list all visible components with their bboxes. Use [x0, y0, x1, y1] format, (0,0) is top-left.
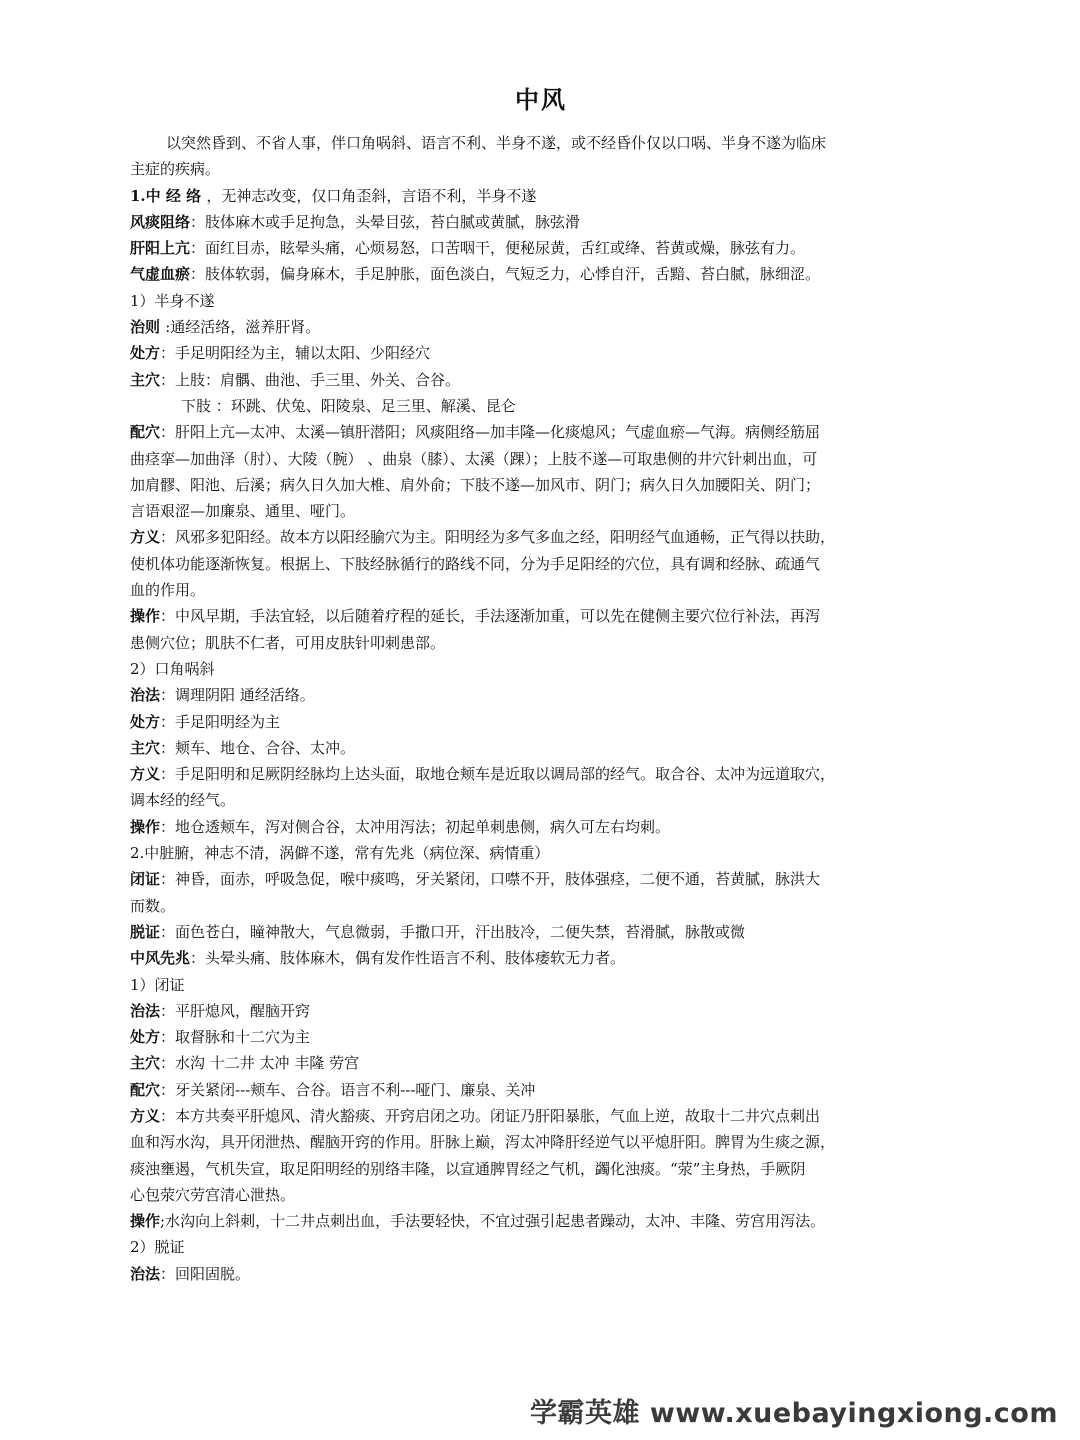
text-line	[130, 235, 952, 261]
text-line	[130, 656, 952, 682]
line-text: ：肝阳上亢—太冲、太溪—镇肝潜阳；风痰阻络—加丰隆—化痰熄风；气虚血瘀—气海。病侧经筋屈	[160, 423, 821, 442]
line-text: ：调理阴阳 通经活络。	[160, 686, 315, 705]
text-line	[130, 1208, 952, 1234]
text-line	[130, 130, 952, 156]
text-line	[130, 603, 952, 629]
document-body	[130, 130, 952, 1287]
text-line	[130, 209, 952, 235]
line-heading: 操作	[130, 1212, 161, 1231]
text-line	[130, 1103, 952, 1129]
text-line	[130, 393, 952, 419]
text-line	[130, 1024, 952, 1050]
line-text: ：风邪多犯阳经。故本方以阳经腧穴为主。阳明经为多气多血之经，阳明经气血通畅，正气得以扶助，	[160, 528, 836, 547]
line-text: 以突然昏到、不省人事，伴口角㖞斜、语言不利、半身不遂，或不经昏仆仅以口㖞、半身不遂为临床	[166, 134, 827, 152]
line-text: 加肩髎、阳池、后溪；病久日久加大椎、肩外俞；下肢不遂—加风市、阴门；病久日久加腰阳关、阴门；	[130, 475, 821, 494]
line-heading: 配穴	[130, 423, 161, 442]
line-text: ：肢体麻木或手足拘急，头晕目弦，苔白腻或黄腻，脉弦滑	[190, 212, 581, 231]
line-heading: 配穴	[130, 1080, 161, 1099]
line-text: 心包荥穴劳宫清心泄热。	[130, 1185, 296, 1204]
line-heading: 主穴	[130, 1054, 161, 1073]
text-line	[130, 472, 952, 498]
line-text: 下肢 ：环跳、伏兔、阳陵泉、足三里、解溪、昆仑	[181, 396, 516, 415]
text-line	[130, 340, 952, 366]
line-text: 调本经的经气。	[130, 791, 236, 810]
line-text: 言语艰涩—加廉泉、通里、哑门。	[130, 502, 356, 521]
text-line	[130, 314, 952, 340]
text-line	[130, 446, 952, 472]
line-text: 1）半身不遂	[130, 291, 215, 310]
line-heading: 处方	[130, 712, 161, 731]
text-line	[130, 998, 952, 1024]
line-text: ：回阳固脱。	[160, 1264, 251, 1283]
line-heading: 治则	[130, 318, 166, 337]
text-line	[130, 1156, 952, 1182]
line-text: ：牙关紧闭---颊车、合谷。语言不利---哑门、廉泉、关冲	[160, 1080, 536, 1099]
line-text: ：手足阳明经为主	[160, 712, 281, 731]
line-text: 血的作用。	[130, 581, 206, 600]
text-line	[130, 709, 952, 735]
line-heading: 方义	[130, 765, 161, 784]
line-text: ：取督脉和十二穴为主	[160, 1028, 311, 1047]
line-text: ：手足阳明和足厥阴经脉均上达头面，取地仓颊车是近取以调局部的经气。取合谷、太冲为远道取穴，	[160, 765, 836, 784]
watermark-footer: 学霸英雄 www.xuebayingxiong.com	[529, 1398, 1058, 1429]
line-text: 主症的疾病。	[130, 160, 221, 179]
page-title: 中风	[515, 85, 567, 114]
text-line	[130, 1050, 952, 1076]
line-heading: 治法	[130, 686, 161, 705]
line-heading: 治法	[130, 1264, 161, 1283]
line-heading: 中风先兆	[130, 949, 191, 968]
text-line	[130, 1234, 952, 1260]
text-line	[130, 261, 952, 287]
text-line	[130, 893, 952, 919]
line-heading: 脱证	[130, 922, 161, 941]
line-text: ，无神志改变，仅口角歪斜，言语不利，半身不遂	[206, 186, 537, 205]
text-line	[130, 787, 952, 813]
line-text: 曲痉挛—加曲泽（肘）、大陵（腕） 、曲泉（膝）、太溪（踝）；上肢不遂—可取患侧的井穴针刺出血，可	[130, 449, 818, 468]
line-heading: 闭证	[130, 870, 161, 889]
text-line	[130, 735, 952, 761]
text-line	[130, 682, 952, 708]
line-heading: 主穴	[130, 370, 161, 389]
line-heading: 肝阳上亢	[130, 239, 191, 258]
text-line	[130, 498, 952, 524]
line-text: ：地仓透颊车，泻对侧合谷，太冲用泻法；初起单刺患侧，病久可左右均刺。	[160, 817, 671, 836]
line-text: ：面红目赤，眩晕头痛，心烦易怒，口苦咽干，便秘尿黄，舌红或绛、苔黄或燥，脉弦有力。	[190, 239, 806, 258]
line-text: ：上肢：肩髃、曲池、手三里、外关、合谷。	[160, 370, 461, 389]
text-line	[130, 183, 952, 209]
line-text: 痰浊壅遏，气机失宣，取足阳明经的别络丰隆，以宣通脾胃经之气机，蠲化浊痰。“荥”主身热，手厥阴	[130, 1159, 806, 1178]
text-line	[130, 288, 952, 314]
line-heading: 风痰阻络	[130, 212, 191, 231]
line-heading: 操作	[130, 607, 161, 626]
text-line	[130, 524, 952, 550]
text-line	[130, 1261, 952, 1287]
line-text: 血和泻水沟，具开闭泄热、醒脑开窍的作用。肝脉上巅，泻太冲降肝经逆气以平熄肝阳。脾胃为生痰之源，	[130, 1133, 836, 1152]
text-line	[130, 577, 952, 603]
line-text: 而数。	[130, 896, 176, 915]
line-heading: 治法	[130, 1001, 161, 1020]
line-heading: 操作	[130, 817, 161, 836]
line-heading: 主穴	[130, 738, 161, 757]
line-text: 患侧穴位；肌肤不仁者，可用皮肤针叩刺患部。	[130, 633, 446, 652]
text-line	[130, 367, 952, 393]
line-text: ：头晕头痛、肢体麻木，偶有发作性语言不利、肢体痿软无力者。	[190, 949, 626, 968]
line-text: 使机体功能逐渐恢复。根据上、下肢经脉循行的路线不同，分为手足阳经的穴位，具有调和经脉、疏通气	[130, 554, 821, 573]
text-line	[130, 919, 952, 945]
line-text: ：手足明阳经为主，辅以太阳、少阳经穴	[160, 344, 431, 363]
line-heading: 1.中 经 络	[130, 186, 207, 205]
line-text: ：面色苍白，瞳神散大，气息微弱，手撒口开，汗出肢冷，二便失禁，苔滑腻，脉散或微	[160, 922, 746, 941]
text-line	[130, 972, 952, 998]
text-line	[130, 840, 952, 866]
line-heading: 方义	[130, 1106, 161, 1125]
text-line	[130, 630, 952, 656]
line-text: ;水沟向上斜刺，十二井点刺出血，手法要轻快，不宜过强引起患者躁动，太冲、丰隆、劳宫用泻法。	[160, 1212, 826, 1231]
text-line	[130, 814, 952, 840]
text-line	[130, 761, 952, 787]
line-text: 2.中脏腑，神志不清，涡僻不遂，常有先兆（病位深、病情重）	[130, 844, 550, 863]
line-text: 2）口角㖞斜	[130, 659, 215, 678]
text-line	[130, 419, 952, 445]
line-text: :通经活络，滋养肝肾。	[165, 318, 321, 337]
line-text: ：水沟 十二井 太冲 丰隆 劳宫	[160, 1054, 360, 1073]
line-heading: 处方	[130, 1028, 161, 1047]
text-line	[130, 1129, 952, 1155]
line-text: 2）脱证	[130, 1238, 185, 1257]
line-heading: 处方	[130, 344, 161, 363]
text-line	[130, 156, 952, 182]
line-text: ：平肝熄风，醒脑开窍	[160, 1001, 311, 1020]
line-text: ：肢体软弱，偏身麻木，手足肿胀，面色淡白，气短乏力，心悸自汗，舌黯、苔白腻，脉细涩。	[190, 265, 821, 284]
text-line	[130, 945, 952, 971]
line-text: 1）闭证	[130, 975, 185, 994]
line-heading: 气虚血瘀	[130, 265, 191, 284]
line-text: ：神昏，面赤，呼吸急促，喉中痰鸣，牙关紧闭，口噤不开，肢体强痉，二便不通，苔黄腻，脉洪大	[160, 870, 821, 889]
line-text: ：颊车、地仓、合谷、太冲。	[160, 738, 356, 757]
line-text: ：本方共奏平肝熄风、清火豁痰、开窍启闭之功。闭证乃肝阳暴胀，气血上逆，故取十二井穴点刺出	[160, 1106, 821, 1125]
line-text: ：中风早期，手法宜轻，以后随着疗程的延长，手法逐渐加重，可以先在健侧主要穴位行补法，再泻	[160, 607, 821, 626]
line-heading: 方义	[130, 528, 161, 547]
text-line	[130, 866, 952, 892]
text-line	[130, 1182, 952, 1208]
text-line	[130, 1077, 952, 1103]
text-line	[130, 551, 952, 577]
